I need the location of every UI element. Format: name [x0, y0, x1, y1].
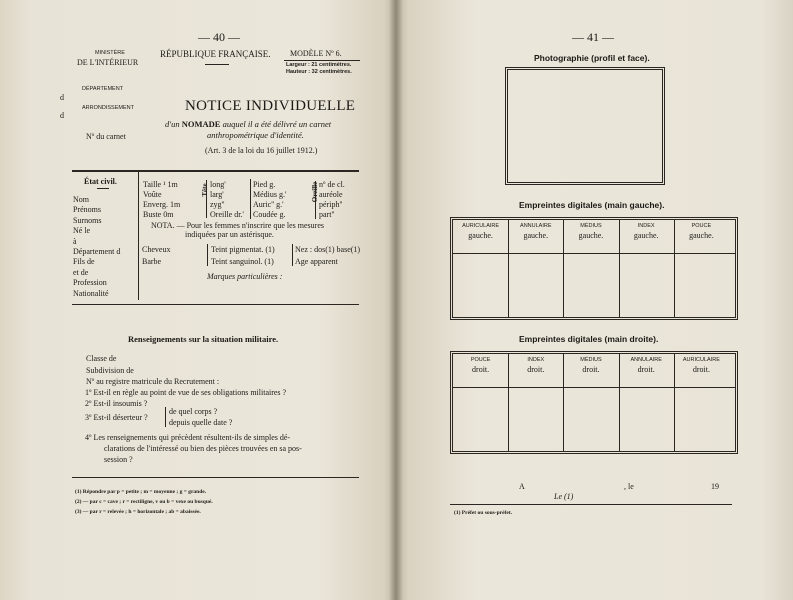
left-hand-finger-header	[453, 222, 508, 240]
departement-label: DÉPARTEMENT	[82, 86, 124, 92]
section-rule	[72, 304, 359, 305]
finger-name: MÉDIUS	[580, 357, 602, 363]
page-number: — 41 —	[572, 30, 614, 44]
right-hand-table	[450, 351, 738, 454]
right-hand-finger-header	[619, 356, 674, 374]
arrondissement-label: ARRONDISSEMENT	[82, 105, 134, 111]
etat-civil-field: Profession	[73, 278, 107, 288]
measure-field: Voûte	[143, 190, 162, 199]
date-label: , le	[624, 482, 634, 491]
etat-civil-field: Nationalité	[73, 288, 109, 298]
finger-name: POUCE	[691, 223, 712, 229]
right-hand-finger-header	[508, 356, 563, 374]
militaire-line: Classe de	[86, 354, 117, 363]
finger-side: gauche.	[689, 231, 714, 240]
etat-civil-divider	[138, 172, 139, 300]
book-spine	[389, 0, 403, 600]
finger-side: droit.	[692, 365, 710, 374]
measure-field: auréole	[319, 190, 343, 199]
finger-side: droit.	[637, 365, 655, 374]
etat-civil-field: et de	[73, 267, 89, 277]
republique-header: RÉPUBLIQUE FRANÇAISE.	[160, 49, 271, 59]
footnote: (1) Préfet ou sous-préfet.	[454, 510, 513, 516]
page-40	[0, 0, 396, 600]
marques-label: Marques particulières :	[207, 272, 283, 281]
left-hand-table	[450, 217, 738, 320]
finger-side: gauche.	[523, 231, 549, 240]
measure-field: nº de cl.	[319, 180, 345, 189]
notice-subtitle: d'un NOMADE auquel il a été délivré un carnet	[165, 119, 332, 129]
hauteur-text: Hauteur : 32 centimètres.	[286, 69, 352, 75]
tete-label: Tête	[201, 183, 209, 197]
finger-side: droit.	[582, 365, 600, 374]
page-41	[396, 0, 793, 600]
measure-field: Buste 0m	[143, 210, 174, 219]
footnote-rule	[72, 477, 359, 478]
year-label: 19	[711, 482, 719, 491]
etat-civil-field: Nom	[73, 195, 89, 204]
deserteur-corps: de quel corps ?	[169, 407, 218, 416]
measure-field: Auric'' g.'	[253, 200, 284, 209]
q4-line: 4º Les renseignements qui précèdent résultent-ils de simples dé-	[85, 433, 291, 442]
bracket	[315, 181, 316, 219]
divider	[97, 188, 109, 189]
finger-name: POUCE	[470, 357, 491, 363]
right-hand-finger-header	[563, 356, 618, 374]
barbe-field: Barbe	[142, 257, 162, 266]
etat-civil-field: Département d	[73, 247, 121, 256]
etat-civil-field: Fils de	[73, 257, 95, 267]
finger-side: droit.	[527, 365, 545, 374]
law-article: (Art. 3 de la loi du 16 juillet 1912.)	[205, 146, 318, 155]
footnote-line: (3) — par r = relevée ; h = horizontale ; ab = abaissée.	[75, 509, 201, 515]
etat-civil-field: à	[73, 236, 77, 246]
notice-title: NOTICE INDIVIDUELLE	[185, 98, 356, 114]
age-field: Age apparent	[295, 257, 338, 266]
notice-subtitle-line2: anthropométrique d'identité.	[207, 130, 304, 140]
col-divider	[292, 244, 293, 266]
right-hand-finger-header	[674, 356, 729, 374]
divider	[284, 60, 360, 61]
finger-name: MÉDIUS	[580, 223, 602, 229]
militaire-line: Subdivision de	[86, 366, 134, 375]
departement-field: d	[60, 93, 64, 102]
measure-field: long'	[210, 180, 226, 189]
right-hand-finger-header	[453, 356, 508, 374]
measure-field: larg'	[210, 190, 224, 199]
left-hand-finger-header	[508, 222, 563, 240]
q4-line: session ?	[104, 455, 133, 464]
etat-civil-field: Né le	[73, 226, 91, 236]
teint-sanguin-field: Teint sanguinol. (1)	[211, 257, 274, 266]
bracket	[206, 180, 207, 218]
finger-name: ANNULAIRE	[630, 357, 662, 363]
bracket	[165, 407, 166, 427]
measure-field: Médius g.'	[253, 190, 287, 199]
signature-label: Le (1)	[554, 492, 574, 501]
finger-side: droit.	[472, 365, 490, 374]
measure-field: périph''	[319, 200, 343, 209]
carnet-number-field: Nº du carnet	[86, 132, 126, 141]
deserteur-question: 3º Est-il déserteur ?	[85, 413, 148, 422]
finger-name: INDEX	[637, 223, 655, 229]
footnote-line: (1) Répondre par p = petite ; m = moyenne ; g = grande.	[75, 489, 207, 495]
right-hand-title: Empreintes digitales (main droite).	[519, 334, 659, 344]
left-hand-finger-header	[563, 222, 618, 240]
etat-civil-field: Surnoms	[73, 215, 102, 225]
militaire-title: Renseignements sur la situation militaire.	[128, 334, 279, 344]
finger-name: ANNULAIRE	[520, 223, 552, 229]
finger-name: INDEX	[527, 357, 545, 363]
col-divider	[250, 179, 251, 219]
militaire-line: Nº au registre matricule du Recrutement :	[86, 377, 220, 386]
nota-text-2: indiquées par un astérisque.	[185, 230, 274, 239]
photo-frame	[505, 67, 665, 185]
deserteur-date: depuis quelle date ?	[169, 418, 233, 427]
nez-field: Nez : dos(1) base(1)	[295, 245, 361, 254]
left-hand-title: Empreintes digitales (main gauche).	[519, 200, 665, 210]
left-hand-finger-header	[674, 222, 729, 240]
etat-civil-title: État civil.	[84, 177, 117, 186]
ministere-label: MINISTÈRE	[95, 50, 125, 56]
measure-field: part''	[319, 210, 335, 219]
place-label: A	[519, 482, 525, 491]
cheveux-field: Cheveux	[142, 245, 171, 254]
q4-line: clarations de l'intéressé ou bien des pièces trouvées en sa pos-	[104, 444, 302, 453]
finger-side: gauche.	[468, 231, 493, 240]
nota-text: NOTA. — Pour les femmes n'inscrire que les mesures	[151, 221, 324, 230]
footnote-rule	[450, 504, 732, 505]
modele-label: MODÈLE Nº 6.	[290, 49, 342, 58]
militaire-line: 2º Est-il insoumis ?	[85, 399, 148, 408]
measure-field: Oreille dr.'	[210, 210, 244, 219]
oreille-label: Oreille	[311, 181, 319, 203]
finger-name: AURICULAIRE	[462, 223, 500, 229]
page-number: — 40 —	[198, 30, 240, 44]
largeur-text: Largeur : 21 centimètres.	[286, 62, 352, 68]
etat-civil-top-rule	[72, 170, 359, 172]
teint-pigment-field: Teint pigmentat. (1)	[211, 245, 275, 254]
measure-field: Pied g.	[253, 180, 276, 189]
divider	[205, 64, 229, 65]
finger-name: AURICULAIRE	[682, 357, 720, 363]
measure-field: Enverg. 1m	[143, 200, 181, 209]
left-hand-finger-header	[619, 222, 674, 240]
measure-field: Coudée g.	[253, 210, 286, 219]
measure-field: Taille ¹ 1m	[143, 180, 178, 189]
measure-field: zyg''	[210, 200, 225, 209]
photo-title: Photographie (profil et face).	[534, 53, 650, 63]
ministere-name: DE L'INTÉRIEUR	[77, 58, 139, 67]
finger-side: gauche.	[633, 231, 659, 240]
arrondissement-field: d	[60, 111, 64, 120]
footnote-line: (2) — par c = cave ; r = rectiligne, v ou b = vexe ou busqué.	[75, 499, 213, 505]
militaire-line: 1º Est-il en règle au point de vue de ses obligations militaires ?	[85, 388, 287, 397]
finger-side: gauche.	[578, 231, 604, 240]
etat-civil-field: Prénoms	[73, 205, 101, 215]
col-divider	[207, 244, 208, 266]
